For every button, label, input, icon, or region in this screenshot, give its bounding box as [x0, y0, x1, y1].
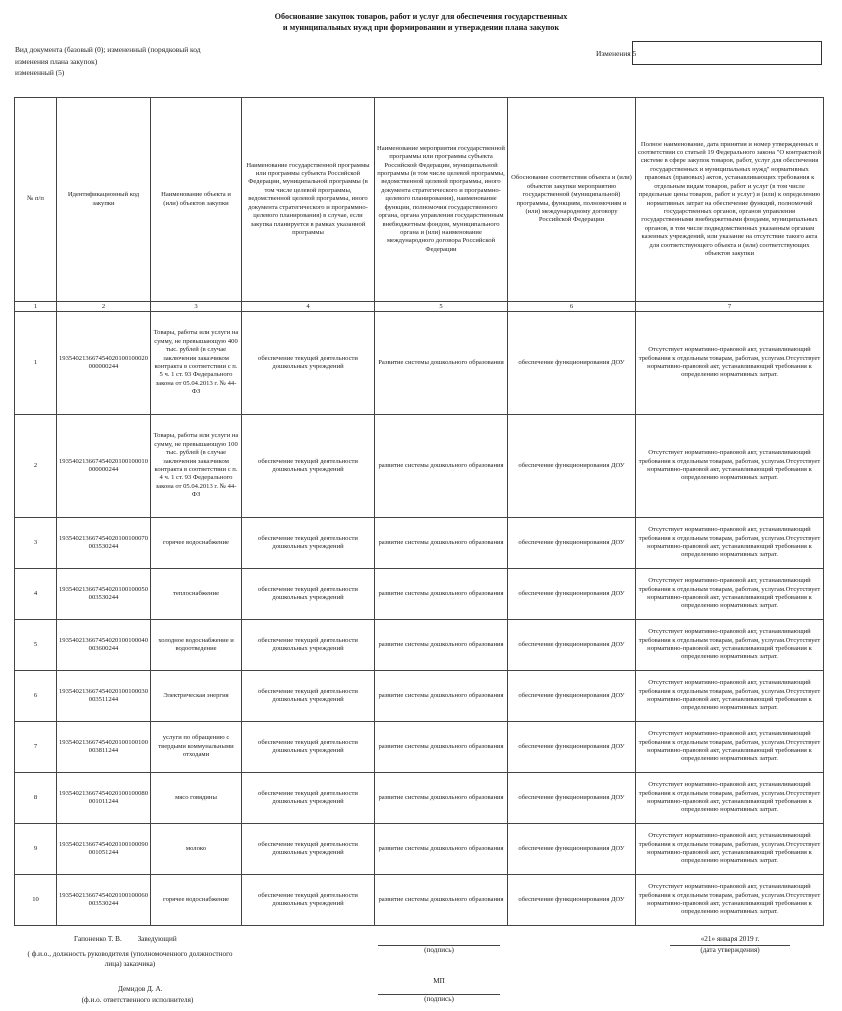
cell-normative-act: Отсутствует нормативно-правовой акт, устанавливающий требования к отдельным товарам, работам, услугам.Отсутствует нормативно-правовой акт, устанавливающий требования к определению нормативных затрат.: [636, 415, 824, 518]
cell-program-event: развитие системы дошкольного образования: [375, 875, 508, 926]
cell-purchase-object: мясо говядины: [151, 773, 242, 824]
cell-justification: обеспечение функционирования ДОУ: [508, 722, 636, 773]
cell-purchase-object: холодное водоснабжение и водоотведение: [151, 620, 242, 671]
changes-label: [596, 49, 636, 58]
cell-justification: обеспечение функционирования ДОУ: [508, 569, 636, 620]
cell-row-number: 8: [15, 773, 57, 824]
cell-program-event: развитие системы дошкольного образования: [375, 569, 508, 620]
cell-purchase-code: 193540213667454020100100100003811244: [57, 722, 151, 773]
table-row: [15, 620, 824, 671]
approval-date: «21» января 2019 г.: [700, 935, 760, 943]
date-caption: (дата утверждения): [700, 946, 760, 954]
column-number: 7: [636, 302, 824, 312]
header-row-number: № п/п: [15, 98, 57, 302]
cell-justification: обеспечение функционирования ДОУ: [508, 620, 636, 671]
cell-row-number: 9: [15, 824, 57, 875]
cell-program-event: развитие системы дошкольного образования: [375, 620, 508, 671]
cell-justification: обеспечение функционирования ДОУ: [508, 773, 636, 824]
cell-row-number: 2: [15, 415, 57, 518]
cell-program-event: развитие системы дошкольного образования: [375, 773, 508, 824]
table-row: [15, 875, 824, 926]
document-kind-label: [15, 44, 245, 79]
cell-normative-act: Отсутствует нормативно-правовой акт, устанавливающий требования к отдельным товарам, работам, услугам.Отсутствует нормативно-правовой акт, устанавливающий требования к определению нормативных затрат.: [636, 518, 824, 569]
document-title: [0, 11, 842, 33]
cell-normative-act: Отсутствует нормативно-правовой акт, устанавливающий требования к отдельным товарам, работам, услугам.Отсутствует нормативно-правовой акт, устанавливающий требования к определению нормативных затрат.: [636, 671, 824, 722]
table-row: [15, 773, 824, 824]
cell-normative-act: Отсутствует нормативно-правовой акт, устанавливающий требования к отдельным товарам, работам, услугам.Отсутствует нормативно-правовой акт, устанавливающий требования к определению нормативных затрат.: [636, 824, 824, 875]
table-row: [15, 312, 824, 415]
cell-program-name: обеспечение текущей деятельности дошкольных учреждений: [242, 312, 375, 415]
changes-value: 5: [632, 49, 637, 58]
column-number: 3: [151, 302, 242, 312]
table-row: [15, 415, 824, 518]
cell-program-event: развитие системы дошкольного образования: [375, 722, 508, 773]
header-program-event: Наименование мероприятия государственной программы или программы субъекта Российской Федерации, муниципальной программы (в том числе целевой программы, ведомственной целевой программы, иного документа стратегического и программно-целевого планирования), наименование функции, полномочия государственного органа, органа управления государственным внебюджетным фондом, муниципального органа и (или) наименование международного договора Российской Федерации: [375, 98, 508, 302]
executor-name: Демидов Д. А.: [118, 985, 163, 993]
changes-box: [632, 41, 822, 65]
cell-purchase-code: 193540213667454020100100010000000244: [57, 415, 151, 518]
cell-normative-act: Отсутствует нормативно-правовой акт, устанавливающий требования к отдельным товарам, работам, услугам.Отсутствует нормативно-правовой акт, устанавливающий требования к определению нормативных затрат.: [636, 569, 824, 620]
table-row: [15, 671, 824, 722]
cell-program-name: обеспечение текущей деятельности дошкольных учреждений: [242, 620, 375, 671]
column-number: 5: [375, 302, 508, 312]
cell-purchase-object: услуги по обращению с твердыми коммунальными отходами: [151, 722, 242, 773]
head-caption-line-1: ( ф.и.о., должность руководителя (уполномоченного должностного: [27, 950, 233, 958]
cell-purchase-object: Товары, работы или услуги на сумму, не превышающую 100 тыс. рублей (в случае заключения заказчиком контракта в соответствии с п. 4 ч. 1 ст. 93 Федерального закона от 05.04.2013 г. № 44-ФЗ: [151, 415, 242, 518]
cell-justification: обеспечение функционирования ДОУ: [508, 518, 636, 569]
table-row: [15, 569, 824, 620]
cell-purchase-code: 193540213667454020100100070003530244: [57, 518, 151, 569]
cell-purchase-code: 193540213667454020100100020000000244: [57, 312, 151, 415]
cell-purchase-code: 193540213667454020100100050003530244: [57, 569, 151, 620]
signature-caption: (подпись): [424, 946, 454, 954]
cell-row-number: 1: [15, 312, 57, 415]
cell-purchase-code: 193540213667454020100100090001051244: [57, 824, 151, 875]
cell-purchase-object: горячее водоснабжение: [151, 875, 242, 926]
cell-program-name: обеспечение текущей деятельности дошкольных учреждений: [242, 875, 375, 926]
cell-normative-act: Отсутствует нормативно-правовой акт, устанавливающий требования к отдельным товарам, работам, услугам.Отсутствует нормативно-правовой акт, устанавливающий требования к определению нормативных затрат.: [636, 312, 824, 415]
cell-program-event: развитие системы дошкольного образования: [375, 671, 508, 722]
cell-purchase-object: Товары, работы или услуги на сумму, не превышающую 400 тыс. рублей (в случае заключения заказчиком контракта в соответствии с п. 5 ч. 1 ст. 93 Федерального закона от 05.04.2013 г. № 44-ФЗ: [151, 312, 242, 415]
cell-program-name: обеспечение текущей деятельности дошкольных учреждений: [242, 722, 375, 773]
cell-purchase-code: 193540213667454020100100040003600244: [57, 620, 151, 671]
cell-program-name: обеспечение текущей деятельности дошкольных учреждений: [242, 773, 375, 824]
header-purchase-object: Наименование объекта и (или) объектов закупки: [151, 98, 242, 302]
cell-row-number: 7: [15, 722, 57, 773]
column-number: 1: [15, 302, 57, 312]
head-signature-block: [74, 934, 177, 944]
header-program: Наименование государственной программы или программы субъекта Российской Федерации, муниципальной программы (в том числе целевой программы, ведомственной целевой программы, иного документа стратегического и программно-целевого планирования) в случае, если закупка планируется в рамках указанной программы: [242, 98, 375, 302]
table-row: [15, 518, 824, 569]
cell-justification: обеспечение функционирования ДОУ: [508, 824, 636, 875]
cell-normative-act: Отсутствует нормативно-правовой акт, устанавливающий требования к отдельным товарам, работам, услугам.Отсутствует нормативно-правовой акт, устанавливающий требования к определению нормативных затрат.: [636, 722, 824, 773]
header-purchase-code: Идентификационный код закупки: [57, 98, 151, 302]
head-name: Гапоненко Т. В.: [74, 935, 122, 943]
cell-normative-act: Отсутствует нормативно-правовой акт, устанавливающий требования к отдельным товарам, работам, услугам.Отсутствует нормативно-правовой акт, устанавливающий требования к определению нормативных затрат.: [636, 773, 824, 824]
document-kind-line-3: измененный (5): [15, 68, 65, 77]
header-normative-act: Полное наименование, дата принятия и номер утвержденных в соответствии со статьей 19 Федерального закона "О контрактной системе в сфере закупок товаров, работ, услуг для обеспечения государственных и муниципальных нужд" нормативных правовых (правовых) актов, устанавливающих требования к отдельным видам товаров, работ и услуг (в том числе предельные цены товаров, работ и услуг) и (или) к определению нормативных затрат на обеспечение функций, полномочий государственных органов, органов управления государственными внебюджетными фондами, муниципальных органов, в том числе подведомственных указанным органам казенных учреждений, или указание на отсутствие такого акта для соответствующего объекта и (или) соответствующих объектов закупки: [636, 98, 824, 302]
cell-justification: обеспечение функционирования ДОУ: [508, 671, 636, 722]
title-line-2: и муниципальных нужд при формировании и утверждении плана закупок: [282, 23, 560, 32]
cell-row-number: 3: [15, 518, 57, 569]
cell-justification: обеспечение функционирования ДОУ: [508, 312, 636, 415]
title-line-1: Обоснование закупок товаров, работ и услуг для обеспечения государственных: [274, 12, 568, 21]
cell-purchase-code: 193540213667454020100100080001011244: [57, 773, 151, 824]
column-number-row: [15, 302, 824, 312]
head-caption: [14, 949, 246, 969]
cell-program-name: обеспечение текущей деятельности дошкольных учреждений: [242, 569, 375, 620]
cell-program-name: обеспечение текущей деятельности дошкольных учреждений: [242, 415, 375, 518]
table-header-row: [15, 98, 824, 302]
table-row: [15, 722, 824, 773]
column-number: 4: [242, 302, 375, 312]
cell-row-number: 5: [15, 620, 57, 671]
cell-purchase-object: Электрическая энергия: [151, 671, 242, 722]
cell-program-name: обеспечение текущей деятельности дошкольных учреждений: [242, 824, 375, 875]
procurement-justification-table: [14, 97, 824, 926]
column-number: 2: [57, 302, 151, 312]
column-number: 6: [508, 302, 636, 312]
cell-normative-act: Отсутствует нормативно-правовой акт, устанавливающий требования к отдельным товарам, работам, услугам.Отсутствует нормативно-правовой акт, устанавливающий требования к определению нормативных затрат.: [636, 620, 824, 671]
cell-justification: обеспечение функционирования ДОУ: [508, 875, 636, 926]
changes-label-text: Изменения: [596, 49, 631, 58]
cell-purchase-object: теплоснабжение: [151, 569, 242, 620]
head-position: Заведующий: [137, 935, 177, 943]
cell-program-event: развитие системы дошкольного образования: [375, 415, 508, 518]
table-row: [15, 824, 824, 875]
cell-purchase-object: горячее водоснабжение: [151, 518, 242, 569]
head-caption-line-2: лица) заказчика): [104, 960, 156, 968]
cell-program-name: обеспечение текущей деятельности дошкольных учреждений: [242, 518, 375, 569]
document-kind-line-1: Вид документа (базовый (0); измененный (порядковый код: [15, 45, 201, 54]
cell-program-event: развитие системы дошкольного образования: [375, 518, 508, 569]
cell-row-number: 6: [15, 671, 57, 722]
cell-row-number: 10: [15, 875, 57, 926]
document-kind-line-2: изменения плана закупок): [15, 56, 98, 66]
cell-row-number: 4: [15, 569, 57, 620]
header-justification: Обоснование соответствия объекта и (или) объектов закупки мероприятию государственной (муниципальной) программы, функциям, полномочиям и (или) международному договору Российской Федерации: [508, 98, 636, 302]
cell-program-event: развитие системы дошкольного образования: [375, 824, 508, 875]
stamp-label: МП: [433, 977, 445, 985]
cell-purchase-code: 193540213667454020100100030003511244: [57, 671, 151, 722]
cell-purchase-object: молоко: [151, 824, 242, 875]
executor-caption: (ф.и.о. ответственного исполнителя): [81, 996, 194, 1004]
signature-caption-2: (подпись): [424, 995, 454, 1003]
cell-normative-act: Отсутствует нормативно-правовой акт, устанавливающий требования к отдельным товарам, работам, услугам.Отсутствует нормативно-правовой акт, устанавливающий требования к определению нормативных затрат.: [636, 875, 824, 926]
cell-program-name: обеспечение текущей деятельности дошкольных учреждений: [242, 671, 375, 722]
cell-justification: обеспечение функционирования ДОУ: [508, 415, 636, 518]
cell-purchase-code: 193540213667454020100100060003530244: [57, 875, 151, 926]
cell-program-event: Развитие системы дошкольного образования: [375, 312, 508, 415]
